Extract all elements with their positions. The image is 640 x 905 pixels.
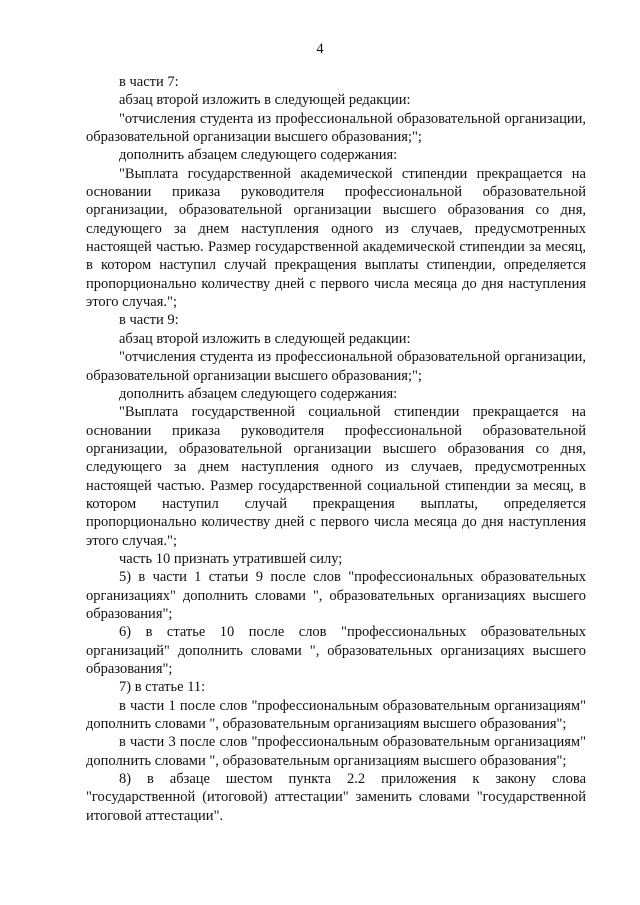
paragraph: "отчисления студента из профессиональной образовательной организации, образовательной организации высшего образования;"; xyxy=(86,110,586,146)
paragraph: в части 1 после слов "профессиональным образовательным организациям" дополнить словами ", образовательным организациям высшего образования"; xyxy=(86,697,586,733)
paragraph: 7) в статье 11: xyxy=(119,679,206,696)
paragraph: "Выплата государственной социальной стипендии прекращается на основании приказа руководителя профессиональной образовательной организации, образовательной организации высшего образования со дня, следующего за днем наступления одного из случаев, предусмотренных настоящей частью. Размер государственной социальной стипендии за месяц, в котором наступил случай прекращения выплаты, определяется пропорционально количеству дней с первого числа месяца до дня наступления этого случая."; xyxy=(86,404,586,549)
paragraph: "Выплата государственной академической стипендии прекращается на основании приказа руководителя профессиональной образовательной организации, образовательной организации высшего образования со дня, следующего за днем наступления одного из случаев, предусмотренных настоящей частью. Размер государственной академической стипендии за месяц, в котором наступил случай прекращения выплаты стипендии, определяется пропорционально количеству дней с первого числа месяца до дня наступления этого случая."; xyxy=(86,165,586,311)
paragraph: 6) в статье 10 после слов "профессиональных образовательных организаций" дополнить словами ", образовательных организациях высшего образования"; xyxy=(86,624,586,677)
paragraph: 8) в абзаце шестом пункта 2.2 приложения к закону слова "государственной (итоговой) аттестации" заменить словами "государственной итоговой аттестации". xyxy=(86,771,586,824)
paragraph: в части 7: xyxy=(119,74,179,90)
paragraph: дополнить абзацем следующего содержания: xyxy=(119,147,398,164)
paragraph: в части 3 после слов "профессиональным образовательным организациям" дополнить словами ", образовательным организациям высшего образования"; xyxy=(86,734,586,769)
paragraph: абзац второй изложить в следующей редакции: xyxy=(119,330,411,347)
paragraph: дополнить абзацем следующего содержания: xyxy=(119,385,398,402)
page-number: 4 xyxy=(316,41,324,57)
paragraph: "отчисления студента из профессиональной образовательной организации, образовательной организации высшего образования;"; xyxy=(86,349,586,384)
paragraph: абзац второй изложить в следующей редакции: xyxy=(119,92,411,109)
document-body xyxy=(86,73,586,825)
paragraph: 5) в части 1 статьи 9 после слов "профессиональных образовательных организациях" дополнить словами ", образовательных организациях высшего образования"; xyxy=(86,569,586,622)
paragraph: в части 9: xyxy=(119,312,179,329)
paragraph: часть 10 признать утратившей силу; xyxy=(119,550,343,567)
